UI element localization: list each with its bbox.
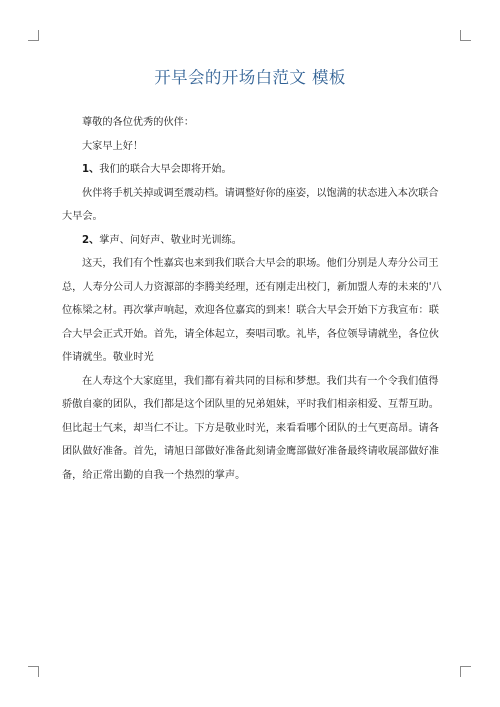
crop-mark-top-left — [28, 30, 39, 41]
crop-mark-bottom-right — [460, 666, 471, 677]
paragraph: 伙伴将手机关掉或调至震动档。请调整好你的座姿，以饱满的状态进入本次联合大早会。 — [62, 187, 439, 222]
document-body — [62, 111, 442, 487]
greeting: 大家早上好！ — [82, 140, 144, 152]
paragraph: 这天，我们有个性嘉宾也来到我们联合大早会的职场。他们分别是人寿分公司王总，人寿分公司人力资源部的李腾美经理，还有刚走出校门，新加盟人寿的未来的'八位栋梁之材。再次掌声响起，欢迎各位嘉宾的到来！联合大早会开始下方我宣布：联合大早会正式开始。首先，请全体起立，奏唱司歌。礼毕，各位领导请就坐，各位伙伴请就坐。敬业时光 — [62, 258, 442, 363]
section-heading — [62, 158, 442, 182]
document-title: 开早会的开场白范文 模板 — [154, 68, 346, 87]
section-number: 2、 — [82, 234, 100, 246]
section-heading — [62, 229, 442, 253]
section-heading-text: 我们的联合大早会即将开始。 — [99, 164, 232, 175]
salutation: 尊敬的各位优秀的伙伴： — [82, 117, 195, 128]
crop-mark-bottom-left — [28, 666, 39, 677]
section-heading-text: 掌声、问好声、敬业时光训练。 — [99, 234, 242, 246]
section-number: 1、 — [82, 164, 100, 175]
crop-mark-top-right — [460, 30, 471, 41]
paragraph: 在人寿这个大家庭里，我们都有着共同的目标和梦想。我们共有一个令我们值得骄傲自豪的团队，我们都是这个团队里的兄弟姐妹，平时我们相亲相爱、互帮互助。但比起士气来，却当仁不让。下方是敬业时光，来看看哪个团队的士气更高昂。请各团队做好准备。首先，请旭日部做好准备此刻请金鹰部做好准备最终请收展部做好准备，给正常出勤的自我一个热烈的掌声。 — [62, 375, 439, 481]
